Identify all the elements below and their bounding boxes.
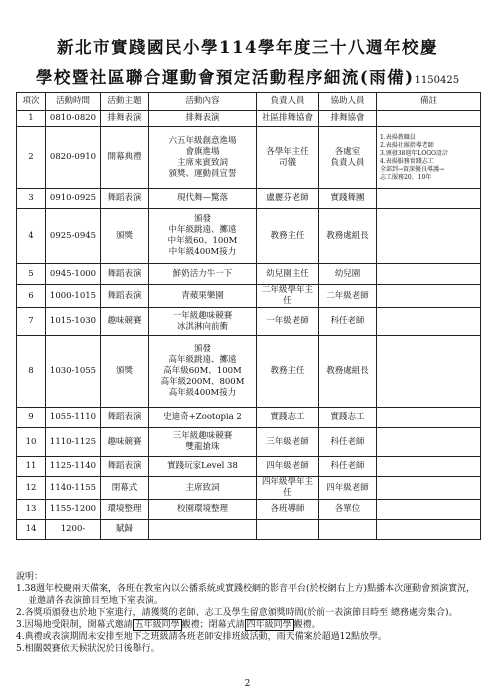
cell-owner: 四年級學年主任: [257, 477, 319, 500]
cell-assist: 幼兒園: [319, 264, 377, 285]
table-row: [17, 189, 481, 209]
cell-time: 0925-0945: [46, 209, 101, 264]
table-row: [17, 428, 481, 457]
cell-assist: [319, 520, 377, 540]
table-row: [17, 500, 481, 520]
cell-content: 實踐玩家Level 38: [149, 457, 257, 477]
remark-line: 2.表揚社團指導老師: [380, 141, 434, 149]
cell-assist: 各處室 負責人員: [319, 127, 377, 189]
cell-content: 排舞表演: [149, 111, 257, 127]
boxed-grade-5: 五年級同學: [134, 620, 180, 630]
cell-content: 一年級趣味競賽 冰淇淋向前衝: [149, 308, 257, 336]
cell-assist: 各單位: [319, 500, 377, 520]
title-main: 學校暨社區聯合運動會預定活動程序細流(雨備): [35, 68, 415, 87]
cell-owner: 社區排舞協會: [257, 111, 319, 127]
table-row: [17, 264, 481, 285]
remark-line: 3.頒發38週年LOGO設計: [380, 149, 448, 157]
cell-remarks: [377, 336, 481, 408]
cell-theme: 舞蹈表演: [101, 264, 149, 285]
cell-remarks: [377, 209, 481, 264]
cell-time: 0945-1000: [46, 264, 101, 285]
document-code: 1150425: [414, 75, 460, 86]
cell-owner: 盧麗芬老師: [257, 189, 319, 209]
cell-remarks: [377, 457, 481, 477]
cell-no: 7: [17, 308, 46, 336]
cell-theme: 趣味競賽: [101, 428, 149, 457]
cell-no: 6: [17, 285, 46, 308]
cell-time: 1030-1055: [46, 336, 101, 408]
cell-owner: 一年級老師: [257, 308, 319, 336]
cell-theme: 賦歸: [101, 520, 149, 540]
table-row: [17, 111, 481, 127]
cell-no: 5: [17, 264, 46, 285]
cell-no: 9: [17, 408, 46, 428]
notes-section: [16, 571, 482, 655]
cell-time: 1155-1200: [46, 500, 101, 520]
header-no: 項次: [17, 93, 46, 111]
cell-assist: 教務處組長: [319, 209, 377, 264]
table-row: [17, 127, 481, 189]
cell-remarks: [377, 477, 481, 500]
cell-no: 2: [17, 127, 46, 189]
table-row: [17, 477, 481, 500]
cell-remarks: [377, 500, 481, 520]
cell-theme: 舞蹈表演: [101, 408, 149, 428]
cell-owner: [257, 520, 319, 540]
cell-content: 青蘋果樂園: [149, 285, 257, 308]
table-row: [17, 209, 481, 264]
cell-theme: 趣味競賽: [101, 308, 149, 336]
cell-assist: 二年級老師: [319, 285, 377, 308]
cell-theme: 舞蹈表演: [101, 189, 149, 209]
cell-owner: 幼兒園主任: [257, 264, 319, 285]
header-theme: 活動主題: [101, 93, 149, 111]
note-item-1: 1.38週年校慶兩天備案，各班在教室內以公播系統或實踐校網的影音平台(於校網右上方)點播本次運動會預演實況，並邀請各表演節目至地下室表演。: [16, 584, 476, 606]
boxed-grade-4: 四年級同學: [246, 620, 292, 630]
cell-assist: 教務處組長: [319, 336, 377, 408]
cell-theme: 閉幕式: [101, 477, 149, 500]
remark-line: 4.表揚服務實踐志工: [380, 157, 434, 165]
cell-remarks: [377, 308, 481, 336]
cell-remarks: [377, 428, 481, 457]
table-row: [17, 336, 481, 408]
cell-owner: 二年級學年主任: [257, 285, 319, 308]
cell-owner: 各學年主任 司儀: [257, 127, 319, 189]
table-row: [17, 520, 481, 540]
cell-content: 鮮奶活力牛一下: [149, 264, 257, 285]
cell-owner: 教務主任: [257, 336, 319, 408]
cell-owner: 教務主任: [257, 209, 319, 264]
page-number: 2: [244, 679, 251, 689]
cell-theme: 舞蹈表演: [101, 457, 149, 477]
cell-content: [149, 520, 257, 540]
table-header-row: [17, 93, 481, 111]
note-item-2: 2.各獎項頒發也於地下室進行，請獲獎的老師、志工及學生留意頒獎時間(於前一表演節目時至 總務處旁集合)。: [16, 608, 458, 618]
cell-theme: 排舞表演: [101, 111, 149, 127]
cell-no: 12: [17, 477, 46, 500]
cell-time: 1140-1155: [46, 477, 101, 500]
cell-remarks: [377, 189, 481, 209]
table-row: [17, 308, 481, 336]
cell-owner: 實踐志工: [257, 408, 319, 428]
schedule-table: [16, 92, 481, 540]
table-row: [17, 285, 481, 308]
cell-no: 3: [17, 189, 46, 209]
title-line-1: 新北市實踐國民小學114學年度三十八週年校慶: [57, 38, 438, 57]
remark-line: 志工服務20、10年: [380, 173, 432, 181]
cell-time: 0910-0925: [46, 189, 101, 209]
cell-theme: 頒獎: [101, 209, 149, 264]
cell-content: 頒發 高年級跳遠、擲遠 高年級60M、100M 高年級200M、800M 高年級400M接力: [149, 336, 257, 408]
cell-time: 1110-1125: [46, 428, 101, 457]
cell-remarks: [377, 111, 481, 127]
header-time: 活動時間: [46, 93, 101, 111]
header-owner: 負責人員: [257, 93, 319, 111]
cell-time: 1055-1110: [46, 408, 101, 428]
cell-time: 1000-1015: [46, 285, 101, 308]
cell-content: 三年級趣味競賽 雙龍搶珠: [149, 428, 257, 457]
cell-content: 主席致詞: [149, 477, 257, 500]
cell-no: 4: [17, 209, 46, 264]
cell-no: 11: [17, 457, 46, 477]
cell-time: 0820-0910: [46, 127, 101, 189]
cell-theme: 環境整理: [101, 500, 149, 520]
cell-remarks: [377, 520, 481, 540]
cell-assist: 實踐舞團: [319, 189, 377, 209]
cell-no: 14: [17, 520, 46, 540]
note-item-3: 3.因場地受限制，開幕式邀請 五年級同學 觀禮；閉幕式請 四年級同學 觀禮。: [16, 620, 321, 630]
cell-time: 1015-1030: [46, 308, 101, 336]
cell-content: 頒發 中年級跳遠、擲遠 中年級60、100M 中年級400M接力: [149, 209, 257, 264]
cell-assist: 四年級老師: [319, 477, 377, 500]
cell-assist: 科任老師: [319, 457, 377, 477]
title-line-2: [0, 64, 495, 88]
table-row: [17, 457, 481, 477]
cell-theme: 頒獎: [101, 336, 149, 408]
note-item-4: 4.典禮或表演期間未安排至地下之班級請各班老師安排班級活動，雨天備案於超過12點放學。: [16, 632, 388, 642]
cell-content: 史迪奇+Zootopia 2: [149, 408, 257, 428]
header-assist: 協助人員: [319, 93, 377, 111]
cell-owner: 各班導師: [257, 500, 319, 520]
header-content: 活動內容: [149, 93, 257, 111]
cell-time: 1125-1140: [46, 457, 101, 477]
cell-remarks: [377, 408, 481, 428]
table-row: [17, 408, 481, 428]
cell-owner: 四年級老師: [257, 457, 319, 477]
cell-content: 校園環境整理: [149, 500, 257, 520]
cell-no: 13: [17, 500, 46, 520]
cell-content: 現代舞—驚落: [149, 189, 257, 209]
cell-owner: 三年級老師: [257, 428, 319, 457]
cell-theme: 開幕典禮: [101, 127, 149, 189]
remark-line: 全部到→資深優良導護→: [380, 165, 445, 173]
note-item-5: 5.相關競賽依天候狀況於日後舉行。: [16, 644, 160, 654]
notes-heading: 說明：: [16, 572, 44, 582]
cell-content: 六五年級創意進場 會旗進場 主席來賓致詞 頒獎、運動員宣誓: [149, 127, 257, 189]
cell-assist: 科任老師: [319, 428, 377, 457]
cell-assist: 實踐志工: [319, 408, 377, 428]
remark-line: 1.表揚教職員: [380, 133, 416, 141]
cell-time: 0810-0820: [46, 111, 101, 127]
cell-remarks: [377, 264, 481, 285]
cell-time: 1200-: [46, 520, 101, 540]
cell-remarks: [377, 285, 481, 308]
cell-no: 1: [17, 111, 46, 127]
cell-remarks: [377, 127, 481, 189]
cell-assist: 科任老師: [319, 308, 377, 336]
cell-no: 8: [17, 336, 46, 408]
cell-no: 10: [17, 428, 46, 457]
cell-assist: 排舞協會: [319, 111, 377, 127]
cell-theme: 舞蹈表演: [101, 285, 149, 308]
header-remarks: 備註: [377, 93, 481, 111]
